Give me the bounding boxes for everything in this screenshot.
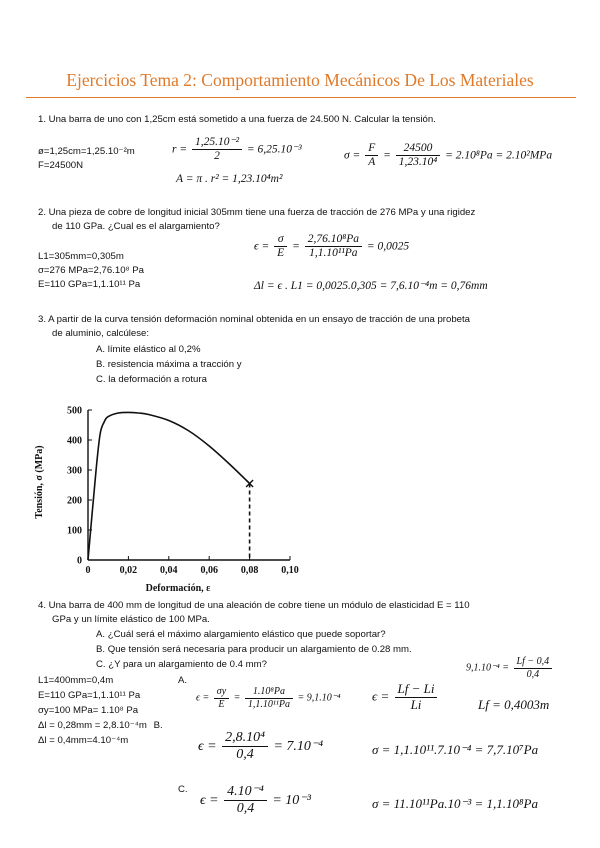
ex4-a2-lhs: ϵ =: [372, 688, 390, 704]
ex1-s-frac2: [396, 142, 441, 169]
chart-ticks: [67, 406, 299, 577]
ex4-option-a: A. ¿Cuál será el máximo alargamiento elástico que puede soportar?: [96, 629, 386, 640]
ex4-data-elong-b-value: Δl = 0,28mm = 2,8.10⁻⁴m: [38, 720, 147, 731]
ex1-s-result: = 2.10⁸Pa = 2.10²MPa: [445, 149, 553, 162]
ex4-c-den: 0,4: [236, 801, 255, 817]
x-tick-label: 0,04: [160, 565, 178, 576]
ex2-data-stress: σ=276 MPa=2,76.10⁸ Pa: [38, 265, 144, 276]
ex2-elongation-equation: Δl = ϵ . L1 = 0,0025.0,305 = 7,6.10⁻⁴m = 0,76mm: [254, 280, 488, 292]
x-tick-label: 0,10: [281, 565, 299, 576]
ex4-a-lhs: ϵ =: [196, 692, 210, 704]
ex4-a-den2: 1,1.10¹¹Pa: [247, 698, 291, 710]
ex4-b-lhs: ϵ =: [198, 738, 217, 754]
ex4-rt-lhs: 9,1.10⁻⁴ =: [466, 662, 510, 674]
ex4-data-yield: σy=100 MPa= 1.10⁸ Pa: [38, 705, 139, 716]
ex4-b-frac: [222, 730, 268, 763]
ex4-a-result: = 9,1.10⁻⁴: [297, 692, 341, 704]
ex1-r-result: = 6,25.10⁻³: [246, 143, 302, 156]
title-rule: [26, 97, 576, 98]
ex3-statement-l2: de aluminio, calcúlese:: [52, 328, 150, 339]
ex4-data-length: L1=400mm=0,4m: [38, 675, 114, 686]
ex4-rt-frac: [514, 656, 553, 680]
ex4-b-result: = 7.10⁻⁴: [273, 738, 324, 754]
ex4-statement-l1: 4. Una barra de 400 mm de longitud de una aleación de cobre tiene un módulo de elasticidad E = 110: [38, 600, 470, 611]
y-tick-label: 300: [67, 465, 82, 477]
x-tick-label: 0,02: [119, 565, 138, 576]
y-tick-label: 200: [67, 495, 82, 507]
ex4-a-num2: 1.10⁸Pa: [245, 686, 293, 699]
stress-strain-chart: [30, 398, 300, 596]
chart-series: [88, 412, 253, 560]
ex2-statement-l1: 2. Una pieza de cobre de longitud inicial 305mm tiene una fuerza de tracción de 276 MPa y una rigidez: [38, 207, 476, 218]
ex2-e-lhs: ϵ =: [254, 240, 270, 253]
ex1-area-equation: A = π . r² = 1,23.10⁴m²: [176, 173, 283, 185]
x-tick-label: 0,06: [200, 565, 218, 576]
y-tick-label: 500: [67, 405, 82, 417]
ex2-data-length: L1=305mm=0,305m: [38, 251, 124, 262]
ex2-e-frac1: [274, 233, 287, 260]
ex1-s-num2: 24500: [396, 142, 441, 156]
ex4-b-stress: σ = 1,1.10¹¹.7.10⁻⁴ = 7,7.10⁷Pa: [372, 742, 539, 757]
ex4-a-frac1: [214, 686, 229, 710]
ex4-final-length: Lf = 0,4003m: [478, 697, 550, 712]
stress-strain-curve: [88, 412, 250, 560]
ex4-data-elong-b: [38, 720, 163, 731]
ex3-option-c: C. la deformación a rotura: [96, 374, 207, 385]
ex1-r-den: 2: [214, 150, 220, 163]
ex4-option-b: B. Que tensión será necesaria para producir un alargamiento de 0.28 mm.: [96, 644, 412, 655]
ex1-s-den1: A: [368, 156, 376, 169]
ex1-s-num1: F: [365, 142, 378, 156]
ex4-c-result: = 10⁻³: [272, 792, 311, 808]
ex4-a-strain-equation: [196, 686, 341, 710]
ex1-s-eq: =: [383, 149, 391, 162]
chart-axes: [88, 410, 290, 560]
ex4-rt-num: Lf − 0,4: [514, 656, 553, 669]
ex4-statement-l2: GPa y un límite elástico de 100 MPa.: [52, 614, 210, 625]
chart-ylabel: Tensión, σ (MPa): [34, 445, 45, 519]
ex4-a-num1: σy: [214, 686, 229, 699]
y-tick-label: 100: [67, 525, 82, 537]
ex1-radius-equation: [172, 136, 302, 163]
ex4-c-strain-equation: [200, 784, 311, 817]
ex4-final-length-setup: [466, 656, 554, 680]
ex4-a2-num: Lf − Li: [395, 682, 438, 698]
x-tick-label: 0,08: [240, 565, 259, 576]
ex1-data-force: F=24500N: [38, 160, 84, 171]
chart-xlabel: Deformación, ε: [145, 583, 211, 594]
ex4-option-c: C. ¿Y para un alargamiento de 0.4 mm?: [96, 659, 268, 670]
ex4-data-modulus: E=110 GPa=1,1.10¹¹ Pa: [38, 690, 141, 701]
ex4-label-a: A.: [178, 675, 188, 686]
y-tick-label: 400: [67, 435, 82, 447]
x-tick-label: 0: [85, 565, 91, 576]
ex4-a-eq: =: [233, 692, 241, 704]
ex1-r-fraction: [192, 136, 242, 163]
ex2-e-frac2: [305, 233, 362, 260]
ex4-a-definition: [372, 682, 439, 713]
ex3-option-a: A. límite elástico al 0,2%: [96, 344, 201, 355]
ex4-a2-frac: [395, 682, 438, 713]
ex4-c-frac: [224, 784, 267, 817]
ex4-b-strain-equation: [198, 730, 323, 763]
ex2-statement-l2: de 110 GPa. ¿Cual es el alargamiento?: [52, 221, 220, 232]
ex4-c-stress: σ = 11.10¹¹Pa.10⁻³ = 1,1.10⁸Pa: [372, 796, 538, 811]
ex1-s-lhs: σ =: [344, 149, 361, 162]
ex4-label-b: B.: [153, 720, 163, 731]
ex2-e-num1: σ: [274, 233, 287, 247]
ex1-r-lhs: r =: [172, 143, 188, 156]
ex4-b-num: 2,8.10⁴: [222, 730, 268, 747]
page-title: Ejercicios Tema 2: Comportamiento Mecánicos De Los Materiales: [66, 70, 534, 90]
ex3-statement-l1: 3. A partir de la curva tensión deformación nominal obtenida en un ensayo de tracción de una probeta: [38, 314, 471, 325]
ex2-e-num2: 2,76.10⁸Pa: [305, 233, 362, 247]
ex2-e-result: = 0,0025: [366, 240, 410, 253]
ex4-data-elong-c: Δl = 0,4mm=4.10⁻⁴m: [38, 735, 129, 746]
ex1-s-den2: 1,23.10⁴: [398, 156, 438, 169]
ex2-e-eq: =: [292, 240, 300, 253]
ex4-label-c: C.: [178, 784, 188, 795]
ex2-e-den1: E: [277, 247, 285, 260]
ex2-e-den2: 1,1.10¹¹Pa: [309, 247, 358, 260]
ex4-b-den: 0,4: [236, 747, 254, 763]
ex4-a-frac2: [245, 686, 293, 710]
ex4-c-num: 4.10⁻⁴: [224, 784, 267, 801]
ex1-stress-equation: [344, 142, 552, 169]
ex1-statement: 1. Una barra de uno con 1,25cm está sometido a una fuerza de 24.500 N. Calcular la tensión.: [38, 114, 436, 125]
ex2-strain-equation: [254, 233, 409, 260]
ex1-r-num: 1,25.10⁻²: [192, 136, 242, 150]
ex4-a-den1: E: [218, 698, 225, 710]
ex1-s-frac1: [365, 142, 378, 169]
ex4-a2-den: Li: [410, 696, 422, 712]
ex4-rt-den: 0,4: [526, 668, 540, 680]
ex3-option-b: B. resistencia máxima a tracción y: [96, 359, 242, 370]
ex2-data-modulus: E=110 GPa=1,1.10¹¹ Pa: [38, 279, 141, 290]
y-tick-label: 0: [77, 555, 82, 567]
ex4-c-lhs: ϵ =: [200, 792, 219, 808]
ex1-data-diameter: ø=1,25cm=1,25.10⁻²m: [38, 146, 135, 157]
